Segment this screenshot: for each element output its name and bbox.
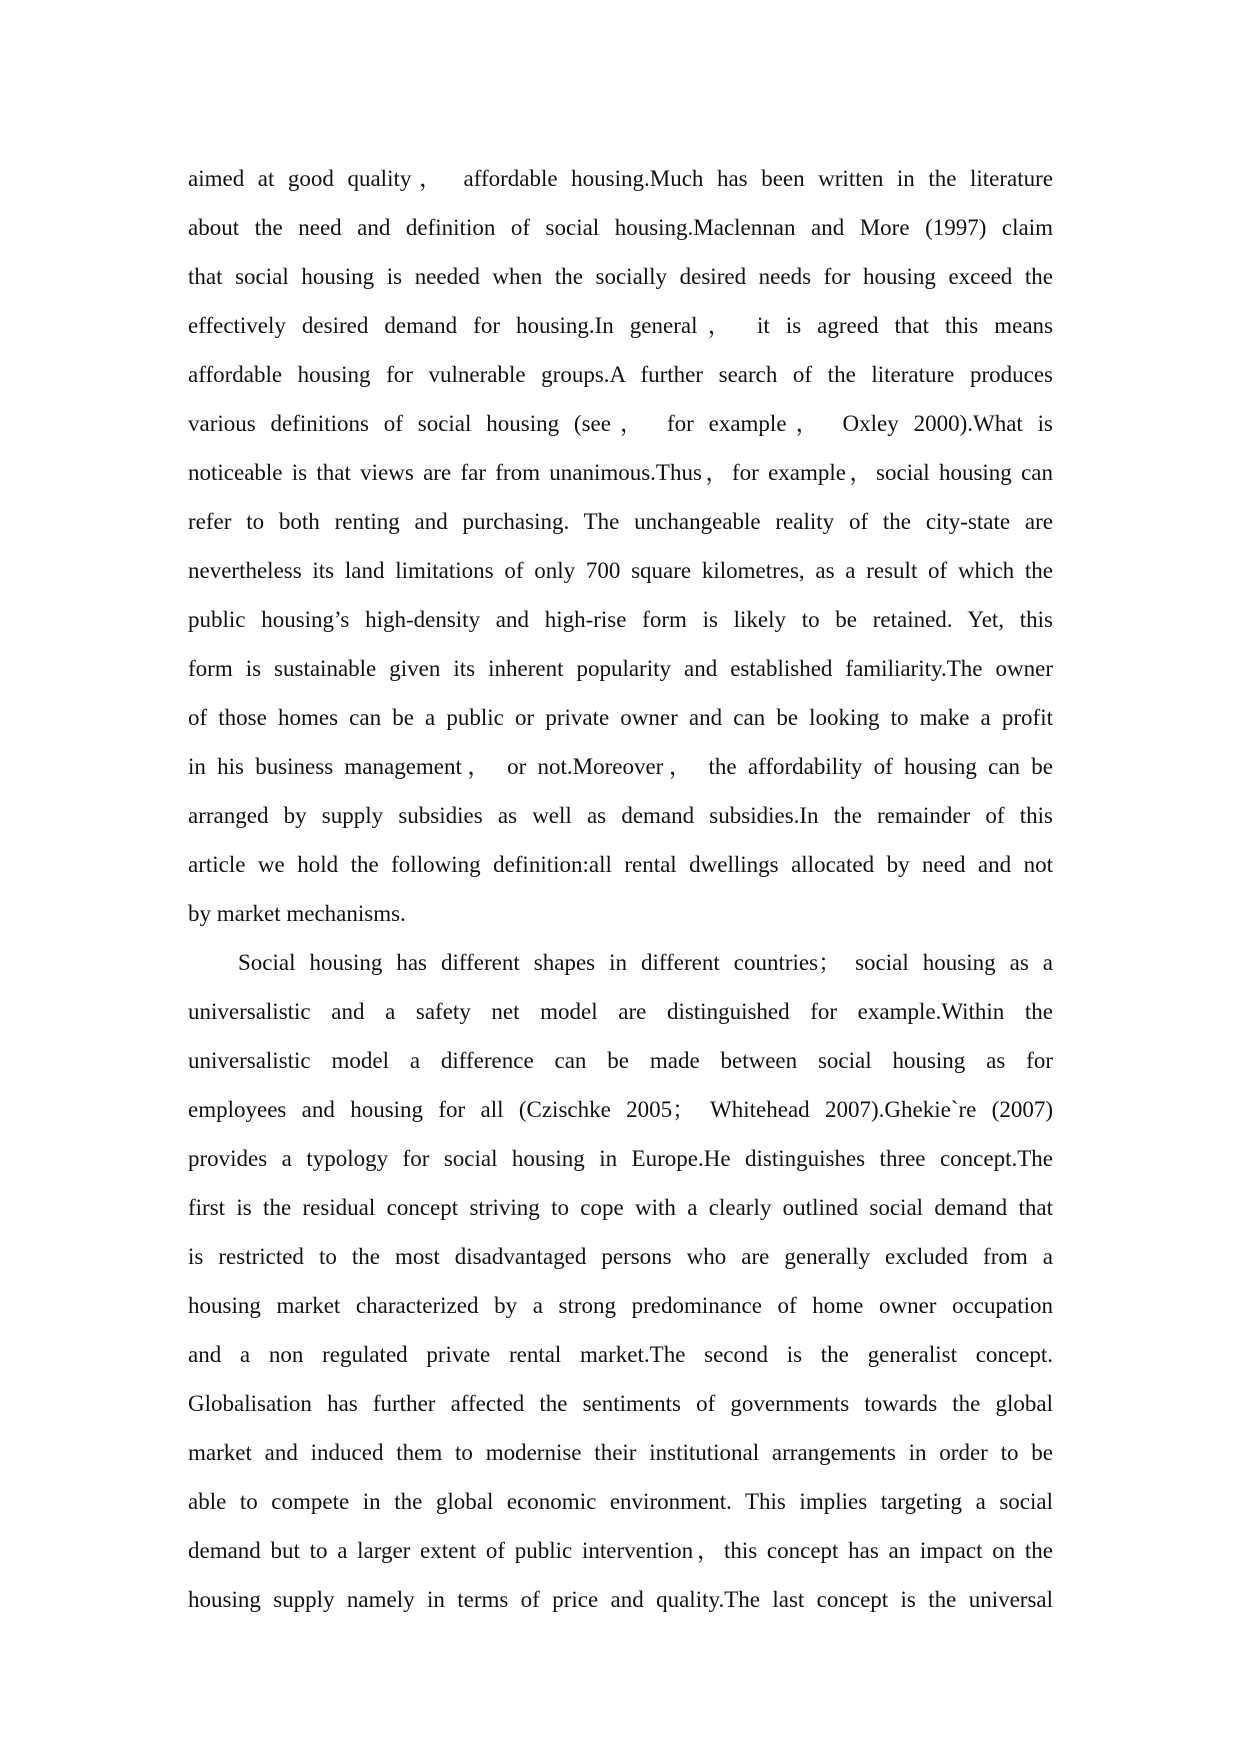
text-line: that social housing is needed when the socially desired needs for housing exceed the <box>188 264 1053 289</box>
text-line: demand but to a larger extent of public intervention，this concept has an impact on the <box>188 1538 1053 1563</box>
text-line: arranged by supply subsidies as well as demand subsidies.In the remainder of this <box>188 803 1053 828</box>
text-line: market and induced them to modernise their institutional arrangements in order to be <box>188 1440 1053 1465</box>
text-line: housing market characterized by a strong predominance of home owner occupation <box>188 1293 1053 1318</box>
paragraph-1 <box>188 154 1053 938</box>
text-line: affordable housing for vulnerable groups.A further search of the literature produces <box>188 362 1053 387</box>
text-line: refer to both renting and purchasing. The unchangeable reality of the city-state are <box>188 509 1053 534</box>
text-line: universalistic and a safety net model are distinguished for example.Within the <box>188 999 1053 1024</box>
text-line: article we hold the following definition:all rental dwellings allocated by need and not <box>188 852 1053 877</box>
text-line: form is sustainable given its inherent popularity and established familiarity.The owner <box>188 656 1053 681</box>
text-line: in his business management， or not.Moreover， the affordability of housing can be <box>188 754 1053 779</box>
text-line: housing supply namely in terms of price and quality.The last concept is the universal <box>188 1587 1053 1612</box>
body-text <box>188 154 1053 1624</box>
text-line: aimed at good quality， affordable housing.Much has been written in the literature <box>188 166 1053 191</box>
text-line: universalistic model a difference can be made between social housing as for <box>188 1048 1053 1073</box>
text-line: employees and housing for all (Czischke 2005； Whitehead 2007).Ghekie`re (2007) <box>188 1097 1053 1122</box>
text-line: public housing’s high-density and high-rise form is likely to be retained. Yet, this <box>188 607 1053 632</box>
text-line: is restricted to the most disadvantaged persons who are generally excluded from a <box>188 1244 1053 1269</box>
text-line: Globalisation has further affected the sentiments of governments towards the global <box>188 1391 1053 1416</box>
text-line: of those homes can be a public or private owner and can be looking to make a profit <box>188 705 1053 730</box>
text-line: first is the residual concept striving to cope with a clearly outlined social demand that <box>188 1195 1053 1220</box>
text-line: and a non regulated private rental market.The second is the generalist concept. <box>188 1342 1053 1367</box>
text-line: able to compete in the global economic environment. This implies targeting a social <box>188 1489 1053 1514</box>
text-line: nevertheless its land limitations of only 700 square kilometres, as a result of which the <box>188 558 1053 583</box>
text-line: provides a typology for social housing in Europe.He distinguishes three concept.The <box>188 1146 1053 1171</box>
text-line: various definitions of social housing (see， for example， Oxley 2000).What is <box>188 411 1053 436</box>
text-line: by market mechanisms. <box>188 901 406 926</box>
text-line: about the need and definition of social housing.Maclennan and More (1997) claim <box>188 215 1053 240</box>
paragraph-2 <box>188 938 1053 1624</box>
text-line: noticeable is that views are far from unanimous.Thus，for example，social housing can <box>188 460 1053 485</box>
text-line: effectively desired demand for housing.In general， it is agreed that this means <box>188 313 1053 338</box>
text-line: Social housing has different shapes in different countries； social housing as a <box>238 950 1053 975</box>
